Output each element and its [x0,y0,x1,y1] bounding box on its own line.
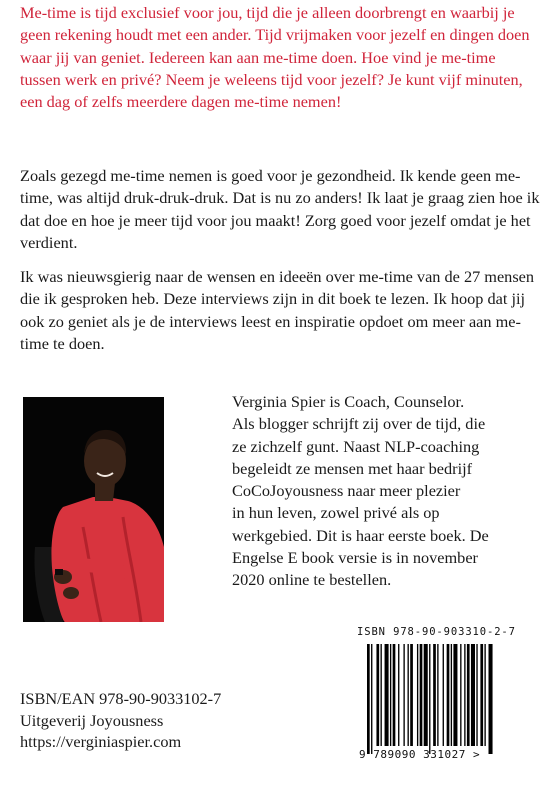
publisher-name: Uitgeverij Joyousness [20,710,164,730]
publisher-info [20,688,221,753]
barcode-bar [464,644,465,746]
barcode-bar [471,644,475,746]
barcode-bar [393,644,396,746]
barcode-bar [385,644,389,746]
barcode-bar [443,644,444,746]
barcode-bar [429,644,430,754]
barcode-digits: 9 789090 331027 > [359,748,481,761]
publisher-url: https://verginiaspier.com [20,732,182,751]
barcode-bar [451,644,452,746]
barcode-bar [408,644,409,746]
barcode-bar [376,644,379,746]
author-bio [232,391,542,592]
bio-line: Verginia Spier is Coach, Counselor. [232,392,465,411]
barcode-bar [424,644,428,746]
barcode-bar [460,644,461,746]
barcode-bar [410,644,413,746]
barcode-image [359,642,539,760]
barcode-bar [398,644,399,746]
barcode-bar [403,644,404,746]
paragraph-health: Zoals gezegd me-time nemen is goed voor je gezondheid. Ik kende geen me-time, was altijd druk-druk-druk. Dat is nu zo anders! Ik laat je graag zien hoe ik dat doe en hoe je meer tijd voor jou maakt! Zorg goed voor jezelf omdat je het verdient. [20,166,540,252]
barcode-bar [453,644,457,746]
barcode-bar [371,644,372,754]
barcode-bar [480,644,483,746]
bio-line: CoCoJoyousness naar meer plezier [232,481,461,501]
bio-line: begeleidt ze mensen met haar bedrijf [232,458,473,478]
author-photo [23,397,164,622]
bio-line: werkgebied. Dit is haar eerste boek. De [232,525,489,545]
barcode-bar [437,644,438,746]
barcode-bar [433,644,436,746]
isbn-ean: ISBN/EAN 978-90-9033102-7 [20,689,222,708]
bio-line: ze zichzelf gunt. Naast NLP-coaching [232,436,480,456]
barcode-isbn-label: ISBN 978-90-903310-2-7 [357,626,516,638]
barcode-bar [489,644,493,754]
barcode-bar [467,644,470,746]
barcode-bar [381,644,382,746]
bio-line: 2020 online te bestellen. [232,570,392,590]
bio-line: Engelse E book versie is in november [232,548,478,568]
bio-line: in hun leven, zowel privé als op [232,503,440,523]
barcode-bar [476,644,477,746]
intro-text: Me-time is tijd exclusief voor jou, tijd die je alleen doorbrengt en waarbij je geen rekening houdt met een ander. Tijd vrijmaken voor jezelf en dingen doen waar jij van geniet. Iedereen kan aan me-time doen. Hoe vind je me-time tussen werk en privé? Neem je weleens tijd voor jezelf? Je kunt vijf minuten, een dag of zelfs meerdere dagen me-time nemen! [20,3,530,112]
barcode-bar [447,644,450,746]
barcode-bar [417,644,418,746]
author-portrait-image [23,397,164,622]
barcode-bar [367,644,370,754]
barcode-bar [484,644,485,746]
paragraph-interviews: Ik was nieuwsgierig naar de wensen en ideeën over me-time van de 27 mensen die ik gesproken heb. Deze interviews zijn in dit boek te lezen. Ik hoop dat jij ook zo geniet als je de interviews leest en inspiratie opdoet om meer aan me-time te doen. [20,267,535,353]
bio-line: Als blogger schrijft zij over de tijd, die [232,414,486,434]
barcode-bar [420,644,423,746]
barcode-bar [390,644,391,746]
